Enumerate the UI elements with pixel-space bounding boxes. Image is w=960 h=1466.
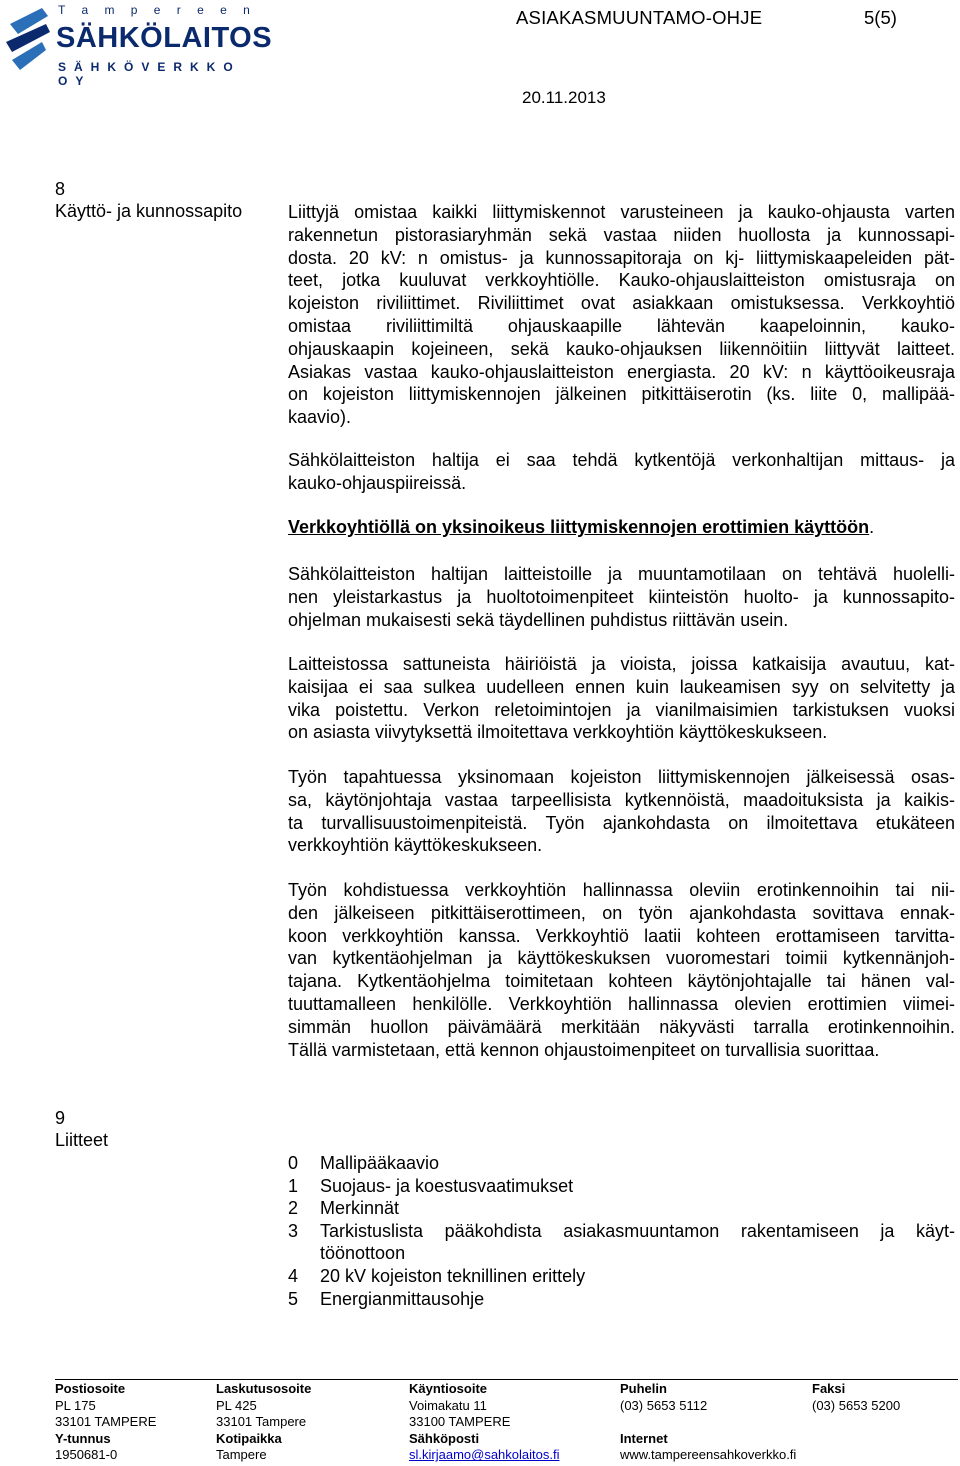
- paragraph-line: Laitteistossa sattuneista häiriöistä ja vioista, joissa katkaisija avautuu, kat-: [288, 654, 955, 674]
- paragraph-line: teet, jotka kuuluvat verkkoyhtiölle. Kauko-ohjauslaitteiston omistusraja on: [288, 270, 955, 291]
- section-9-number: 9: [55, 1108, 66, 1128]
- logo-mark-icon: [2, 2, 54, 76]
- email-link[interactable]: sl.kirjaamo@sahkolaitos.fi: [409, 1447, 560, 1463]
- page-number: 5(5): [864, 7, 897, 28]
- footer-divider: [55, 1379, 958, 1380]
- footer-value: 33101 Tampere: [216, 1414, 307, 1430]
- footer-col-phone: [620, 1381, 796, 1464]
- paragraph-line: tajana. Kytkentäohjelma toimitetaan kohteen käytönjohtajalle tai hänen val-: [288, 971, 955, 992]
- appendix-item-text: [320, 1220, 955, 1265]
- paragraph-line: ohjauskaapin kojeineen, sekä kauko-ohjauksen liikennöitiin liittyvät laitteet.: [288, 338, 955, 359]
- appendix-item-text: 20 kV kojeiston teknillinen erittely: [320, 1265, 586, 1286]
- appendix-item: [288, 1152, 955, 1175]
- appendix-list: [288, 1152, 955, 1310]
- appendix-item-text: Suojaus- ja koestusvaatimukset: [320, 1175, 574, 1196]
- paragraph-line: kauko-ohjauspiireissä.: [288, 472, 467, 493]
- paragraph-line: dosta. 20 kV: n omistus- ja kunnossapitoraja on kj- liittymiskaapeleiden pät-: [288, 247, 955, 268]
- paragraph-7: [288, 879, 955, 1061]
- appendix-item-text: Energianmittausohje: [320, 1288, 485, 1309]
- appendix-item-text-line: töönottoon: [320, 1243, 406, 1264]
- paragraph-line: on asiasta viivytyksettä ilmoitettava verkkoyhtiön käyttökeskukseen.: [288, 722, 828, 743]
- paragraph-line: Sähkölaitteiston haltija ei saa tehdä kytkentöjä verkonhaltijan mittaus- ja: [288, 450, 955, 470]
- appendix-item: [288, 1220, 955, 1265]
- footer-label: Internet: [620, 1430, 668, 1446]
- paragraph-line: Sähkölaitteiston haltijan laitteistoille ja muuntamotilaan on tehtävä huolelli-: [288, 564, 955, 584]
- appendix-item-number: 4: [288, 1265, 299, 1286]
- footer-value: PL 425: [216, 1397, 257, 1413]
- paragraph-line: nen yleistarkastus ja huoltotoimenpiteet kiinteistön huolto- ja kunnossapito-: [288, 586, 955, 607]
- paragraph-line: kaavio).: [288, 407, 352, 428]
- appendix-item-text: Merkinnät: [320, 1198, 400, 1219]
- appendix-item: [288, 1288, 955, 1311]
- paragraph-3: [288, 516, 955, 539]
- footer-col-postal: [55, 1381, 156, 1464]
- paragraph-line: on kojeiston liittymiskennojen jälkeinen pitkittäiserotin (ks. liite 0, mallipää-: [288, 384, 955, 405]
- paragraph-line: kaisijaa ei saa sulkea uudelleen ennen kuin laukeamisen syy on selvitetty ja: [288, 676, 955, 697]
- footer-label: Postiosoite: [55, 1381, 126, 1396]
- logo-main-text: SÄHKÖLAITOS: [56, 22, 273, 54]
- website-link[interactable]: www.tampereensahkoverkko.fi: [620, 1447, 797, 1463]
- paragraph-1: [288, 201, 955, 429]
- paragraph-line: omistaa riviliittimiltä ohjauskaapille lähtevän kaapeloinnin, kauko-: [288, 315, 955, 336]
- appendix-item-number: 2: [288, 1198, 299, 1219]
- footer-value: PL 175: [55, 1397, 96, 1413]
- footer-col-billing: [216, 1381, 311, 1464]
- paragraph-line: rakennetun pistorasiaryhmän sekä vastaa niiden huollosta ja kunnossapi-: [288, 224, 955, 245]
- footer-value: 1950681-0: [55, 1447, 118, 1463]
- section-8-number: 8: [55, 179, 66, 199]
- appendix-item-number: 5: [288, 1288, 299, 1309]
- footer-spacer: [620, 1414, 796, 1431]
- footer-value: 33101 TAMPERE: [55, 1414, 157, 1430]
- appendix-item-number: 1: [288, 1175, 299, 1196]
- appendix-item-number: 3: [288, 1220, 299, 1241]
- paragraph-line: van kytkentäohjelman ja käyttökeskuksen vuoromestari toimii kytkennänjoh-: [288, 948, 955, 969]
- paragraph-3-tail: .: [869, 517, 875, 537]
- paragraph-line: Työn kohdistuessa verkkoyhtiön hallinnassa oleviin erotinkennoihin tai nii-: [288, 880, 955, 900]
- footer-label: Käyntiosoite: [409, 1381, 488, 1396]
- paragraph-line: Tällä varmistetaan, että kennon ohjaustoimenpiteet on turvallisia suorittaa.: [288, 1039, 880, 1060]
- paragraph-line: vika poistettu. Verkon reletoimintojen ja vianilmaisimien tarkistuksen vuoksi: [288, 699, 955, 720]
- paragraph-2: [288, 449, 955, 495]
- appendix-item-number: 0: [288, 1153, 299, 1173]
- footer-value: Voimakatu 11: [409, 1397, 487, 1413]
- footer-label: Faksi: [812, 1381, 846, 1396]
- footer-col-visiting: [409, 1381, 559, 1464]
- section-8-title: Käyttö- ja kunnossapito: [55, 201, 243, 221]
- footer-value: Tampere: [216, 1447, 267, 1463]
- paragraph-line: ohjelman mukaisesti sekä täydellinen puhdistus riittävän usein.: [288, 609, 789, 630]
- document-title: ASIAKASMUUNTAMO-OHJE: [516, 7, 763, 28]
- footer-label: Sähköposti: [409, 1430, 480, 1446]
- appendix-item: [288, 1197, 955, 1220]
- paragraph-line: den jälkeiseen pitkittäiserottimeen, on työn ajankohdasta sovittava ennak-: [288, 902, 955, 923]
- paragraph-line: kojeiston riviliittimet. Riviliittimet ovat asiakkaan omistuksessa. Verkkoyhtiö: [288, 293, 955, 314]
- footer-value: (03) 5653 5112: [620, 1397, 708, 1413]
- appendix-item: [288, 1175, 955, 1198]
- paragraph-line: ta turvallisuustoimenpiteistä. Työn ajankohdasta on ilmoitettava etukäteen: [288, 812, 955, 833]
- paragraph-line: simmän huollon päivämäärä merkitään näkyvästi tarralla erotinkennoihin.: [288, 1016, 955, 1037]
- appendix-item-text-line: Tarkistuslista pääkohdista asiakasmuuntamon rakentamiseen ja käyt-: [320, 1220, 955, 1241]
- footer-label: Puhelin: [620, 1381, 667, 1396]
- appendix-item: [288, 1265, 955, 1288]
- paragraph-line: Liittyjä omistaa kaikki liittymiskennot varusteineen ja kauko-ohjausta varten: [288, 202, 955, 222]
- paragraph-line: Työn tapahtuessa yksinomaan kojeiston liittymiskennojen jälkeisessä osas-: [288, 767, 955, 787]
- paragraph-line: koon verkkoyhtiön kanssa. Verkkoyhtiö laatii kohteen erottamiseen tarvitta-: [288, 925, 955, 946]
- paragraph-6: [288, 766, 955, 857]
- footer-label: Y-tunnus: [55, 1430, 111, 1446]
- footer-value: 33100 TAMPERE: [409, 1414, 511, 1430]
- footer-label: Kotipaikka: [216, 1430, 282, 1446]
- paragraph-line: sa, käytönjohtaja vastaa tarpeellisista kytkennöistä, maadoituksista ja kaikis-: [288, 789, 955, 810]
- appendix-item-text: Mallipääkaavio: [320, 1153, 440, 1173]
- logo-top-text: T a m p e r e e n: [58, 3, 257, 17]
- footer-value: (03) 5653 5200: [812, 1397, 901, 1413]
- paragraph-5: [288, 653, 955, 744]
- paragraph-line: Asiakas vastaa kauko-ohjauslaitteiston energiasta. 20 kV: n käyttöoikeusraja: [288, 361, 955, 382]
- paragraph-4: [288, 563, 955, 631]
- paragraph-line: tuuttamalleen henkilölle. Verkkoyhtiön hallinnassa olevien erottimien viimei-: [288, 993, 955, 1014]
- company-logo: [0, 0, 280, 88]
- footer-label: Laskutusosoite: [216, 1381, 312, 1396]
- logo-bottom-text: SÄHKÖVERKKO OY: [58, 60, 241, 88]
- footer-col-fax: [812, 1381, 900, 1414]
- document-date: 20.11.2013: [522, 88, 606, 107]
- exclusive-right-statement: Verkkoyhtiöllä on yksinoikeus liittymiskennojen erottimien käyttöön: [288, 517, 870, 537]
- section-9-title: Liitteet: [55, 1130, 109, 1150]
- paragraph-line: verkkoyhtiön käyttökeskukseen.: [288, 835, 543, 856]
